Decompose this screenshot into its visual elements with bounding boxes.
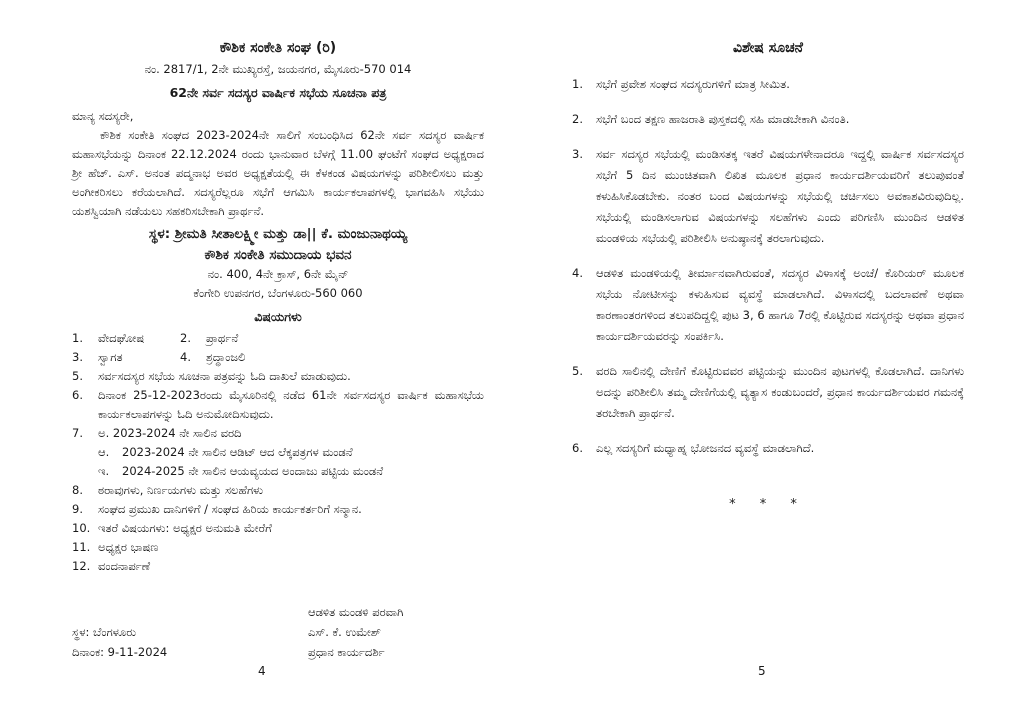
notice-point [572, 361, 964, 424]
agenda-title: ವಿಷಯಗಳು [254, 309, 302, 324]
notice-point [572, 109, 964, 130]
venue-address-2: ಕೆಂಗೇರಿ ಉಪನಗರ, ಬೆಂಗಳೂರು-560 060 [193, 286, 363, 300]
right-page [512, 0, 1024, 724]
agenda-item-number: 5. [72, 369, 83, 383]
notice-point-number: 1. [572, 77, 583, 91]
agenda-item [72, 557, 484, 576]
notice-point-text: ಸಭೆಗೆ ಬಂದ ತಕ್ಷಣ ಹಾಜರಾತಿ ಪುಸ್ತಕದಲ್ಲಿ ಸಹಿ ಮಾಡಬೇಕಾಗಿ ವಿನಂತಿ. [596, 112, 850, 126]
agenda-item-text: ಇತರೆ ವಿಷಯಗಳು: ಅಧ್ಯಕ್ಷರ ಅನುಮತಿ ಮೇರೆಗೆ [98, 521, 272, 535]
org-address: ನಂ. 2817/1, 2ನೇ ಮುಖ್ಯರಸ್ತೆ, ಜಯನಗರ, ಮೈಸೂರು-570 014 [144, 62, 412, 76]
agenda-item-number: 10. [72, 521, 91, 535]
venue-address-1: ನಂ. 400, 4ನೇ ಕ್ರಾಸ್, 6ನೇ ಮೈನ್ [207, 267, 349, 281]
agenda-item-number: 8. [72, 483, 83, 497]
page-number-right: 5 [758, 664, 766, 678]
agenda-item-text: ಸಂಘದ ಪ್ರಮುಖ ದಾನಿಗಳಿಗೆ / ಸಂಘದ ಹಿರಿಯ ಕಾರ್ಯಕರ್ತರಿಗೆ ಸನ್ಮಾನ. [98, 502, 362, 516]
agenda-item-text: ಠರಾವುಗಳು, ನಿರ್ಣಯಗಳು ಮತ್ತು ಸಲಹೆಗಳು [98, 483, 264, 497]
agenda-item [72, 481, 484, 500]
agenda-subitem [72, 443, 484, 462]
agenda-item-number: 3. [72, 350, 83, 364]
agenda-item-text: ಅ. 2023-2024 ನೇ ಸಾಲಿನ ವರದಿ [98, 426, 242, 440]
agenda-item [72, 348, 484, 367]
agenda-item-text: ಸರ್ವಸದಸ್ಯರ ಸಭೆಯ ಸೂಚನಾ ಪತ್ರವನ್ನು ಓದಿ ದಾಖಲೆ ಮಾಡುವುದು. [98, 369, 351, 383]
venue-line-2: ಕೌಶಿಕ ಸಂಕೇತಿ ಸಮುದಾಯ ಭವನ [204, 247, 352, 263]
venue-line-1: ಸ್ಥಳ: ಶ್ರೀಮತಿ ಸೀತಾಲಕ್ಷ್ಮೀ ಮತ್ತು ಡಾ|| ಕೆ. ಮಂಜುನಾಥಯ್ಯ [148, 226, 408, 242]
org-title: ಕೌಶಿಕ ಸಂಕೇತಿ ಸಂಘ (ರಿ) [219, 40, 337, 56]
agenda-item-number: 7. [72, 426, 83, 440]
notice-body: ಕೌಶಿಕ ಸಂಕೇತಿ ಸಂಘದ 2023-2024ನೇ ಸಾಲಿಗೆ ಸಂಬಂಧಿಸಿದ 62ನೇ ಸರ್ವ ಸದಸ್ಯರ ವಾರ್ಷಿಕ ಮಹಾಸಭೆಯನ್ನು ದಿನಾಂಕ 22.12.2024 ರಂದು ಭಾನುವಾರ ಬೆಳಗ್ಗೆ 11.00 ಘಂಟೆಗೆ ಸಂಘದ ಅಧ್ಯಕ್ಷರಾದ ಶ್ರೀ ಹೆಚ್. ಎಸ್. ಅನಂತ ಪದ್ಮನಾಭ ಅವರ ಅಧ್ಯಕ್ಷತೆಯಲ್ಲಿ ಈ ಕೆಳಕಂಡ ವಿಷಯಗಳನ್ನು ಪರಿಶೀಲಿಸಲು ಮತ್ತು ಅಂಗೀಕರಿಸಲು ಕರೆಯಲಾಗಿದೆ. ಸದಸ್ಯರೆಲ್ಲರೂ ಸಭೆಗೆ ಆಗಮಿಸಿ ಕಾರ್ಯಕಲಾಪಗಳಲ್ಲಿ ಭಾಗವಹಿಸಿ ಸಭೆಯು ಯಶಸ್ವಿಯಾಗಿ ನಡೆಯಲು ಸಹಕರಿಸಬೇಕಾಗಿ ಪ್ರಾರ್ಥನೆ. [72, 128, 484, 218]
agenda-subitem-text: 2024-2025 ನೇ ಸಾಲಿನ ಆಯವ್ಯಯದ ಅಂದಾಜು ಪಟ್ಟಿಯ ಮಂಡನೆ [122, 464, 384, 478]
signatory-designation: ಪ್ರಧಾನ ಕಾರ್ಯದರ್ಶಿ [308, 645, 385, 659]
agenda-item-number: 4. [180, 350, 191, 364]
agenda-item-text: ಸ್ವಾಗತ [98, 350, 123, 364]
agenda-item [72, 519, 484, 538]
notice-title: 62ನೇ ಸರ್ವ ಸದಸ್ಯರ ವಾರ್ಷಿಕ ಸಭೆಯ ಸೂಚನಾ ಪತ್ರ [169, 85, 387, 100]
agenda-subitem-marker: ಇ. [98, 464, 110, 478]
agenda-subitem-marker: ಆ. [98, 445, 110, 459]
notice-point [572, 438, 964, 459]
agenda-subitem-text: 2023-2024 ನೇ ಸಾಲಿನ ಆಡಿಟ್ ಆದ ಲೆಕ್ಕಪತ್ರಗಳ ಮಂಡನೆ [122, 445, 353, 459]
agenda-item [72, 424, 484, 443]
agenda-item [72, 538, 484, 557]
end-mark: * * * [729, 497, 807, 512]
agenda-item [72, 386, 484, 424]
notice-point-text: ಸಭೆಗೆ ಪ್ರವೇಶ ಸಂಘದ ಸದಸ್ಯರುಗಳಿಗೆ ಮಾತ್ರ ಸೀಮಿತ. [596, 77, 790, 91]
agenda-item-number: 1. [72, 331, 83, 345]
notice-point-text: ಸರ್ವ ಸದಸ್ಯರ ಸಭೆಯಲ್ಲಿ ಮಂಡಿಸತಕ್ಕ ಇತರೆ ವಿಷಯಗಳೇನಾದರೂ ಇದ್ದಲ್ಲಿ ವಾರ್ಷಿಕ ಸರ್ವಸದಸ್ಯರ ಸಭೆಗೆ 5 ದಿನ ಮುಂಚಿತವಾಗಿ ಲಿಖಿತ ಮೂಲಕ ಪ್ರಧಾನ ಕಾರ್ಯದರ್ಶಿಯವರಿಗೆ ತಲುಪುವಂತೆ ಕಳುಹಿಸಿಕೊಡಬೇಕು. ನಂತರ ಬಂದ ವಿಷಯಗಳನ್ನು ಸಭೆಯಲ್ಲಿ ಚರ್ಚಿಸಲು ಅವಕಾಶವಿರುವುದಿಲ್ಲ. ಸಭೆಯಲ್ಲಿ ಮಂಡಿಸಲಾಗುವ ವಿಷಯಗಳನ್ನು ಸಲಹೆಗಳು ಎಂದು ಪರಿಗಣಿಸಿ ಮುಂದಿನ ಆಡಳಿತ ಮಂಡಳಿಯ ಸಭೆಯಲ್ಲಿ ಪರಿಶೀಲಿಸಿ ಅನುಷ್ಠಾನಕ್ಕೆ ತರಲಾಗುವುದು. [596, 147, 964, 245]
on-behalf-line: ಆಡಳಿತ ಮಂಡಳಿ ಪರವಾಗಿ [308, 605, 404, 619]
agenda-subitem [72, 462, 484, 481]
agenda-list [72, 329, 484, 576]
notice-point-number: 3. [572, 147, 583, 161]
agenda-item [72, 367, 484, 386]
notice-point [572, 263, 964, 347]
agenda-item-number: 6. [72, 388, 83, 402]
notice-point-number: 5. [572, 364, 583, 378]
agenda-item-text: ಅಧ್ಯಕ್ಷರ ಭಾಷಣ [98, 540, 159, 554]
agenda-item-number: 2. [180, 331, 191, 345]
agenda-item-text: ವೇದಘೋಷ [98, 331, 145, 345]
agenda-item-number: 11. [72, 540, 91, 554]
special-notice-list [572, 74, 964, 459]
notice-point-number: 2. [572, 112, 583, 126]
agenda-item-text: ವಂದನಾರ್ಪಣೆ [98, 559, 151, 573]
agenda-item-text: ದಿನಾಂಕ 25-12-2023ರಂದು ಮೈಸೂರಿನಲ್ಲಿ ನಡೆದ 61ನೇ ಸರ್ವಸದಸ್ಯರ ವಾರ್ಷಿಕ ಮಹಾಸಭೆಯ ಕಾರ್ಯಕಲಾಪಗಳನ್ನು ಓದಿ ಅನುಮೋದಿಸುವುದು. [98, 388, 484, 421]
agenda-item-number: 12. [72, 559, 91, 573]
notice-point-text: ವರದಿ ಸಾಲಿನಲ್ಲಿ ದೇಣಿಗೆ ಕೊಟ್ಟಿರುವವರ ಪಟ್ಟಿಯನ್ನು ಮುಂದಿನ ಪುಟಗಳಲ್ಲಿ ಕೊಡಲಾಗಿದೆ. ದಾನಿಗಳು ಅದನ್ನು ಪರಿಶೀಲಿಸಿ ತಮ್ಮ ದೇಣಿಗೆಯಲ್ಲಿ ವ್ಯತ್ಯಾಸ ಕಂಡುಬಂದರೆ, ಪ್ರಧಾನ ಕಾರ್ಯದರ್ಶಿಯವರ ಗಮನಕ್ಕೆ ತರಬೇಕಾಗಿ ಪ್ರಾರ್ಥನೆ. [596, 364, 964, 420]
agenda-item [72, 329, 484, 348]
date-line: ದಿನಾಂಕ: 9-11-2024 [72, 645, 168, 659]
page-number-left: 4 [258, 664, 266, 678]
agenda-item-text: ಶ್ರದ್ಧಾಂಜಲಿ [206, 350, 246, 364]
agenda-item [72, 500, 484, 519]
notice-point-text: ಎಲ್ಲ ಸದಸ್ಯರಿಗೆ ಮಧ್ಯಾಹ್ನ ಭೋಜನದ ವ್ಯವಸ್ಥೆ ಮಾಡಲಾಗಿದೆ. [596, 441, 815, 455]
agenda-item-number: 9. [72, 502, 83, 516]
notice-point-number: 6. [572, 441, 583, 455]
salutation: ಮಾನ್ಯ ಸದಸ್ಯರೇ, [72, 109, 134, 123]
notice-point [572, 74, 964, 95]
signatory-name: ಎಸ್. ಕೆ. ಉಮೇಶ್ [308, 625, 381, 639]
notice-point-number: 4. [572, 266, 583, 280]
notice-point [572, 144, 964, 249]
notice-point-text: ಆಡಳಿತ ಮಂಡಳಿಯಲ್ಲಿ ತೀರ್ಮಾನವಾಗಿರುವಂತೆ, ಸದಸ್ಯರ ವಿಳಾಸಕ್ಕೆ ಅಂಚೆ/ ಕೊರಿಯರ್ ಮೂಲಕ ಸಭೆಯ ನೋಟೀಸನ್ನು ಕಳುಹಿಸುವ ವ್ಯವಸ್ಥೆ ಮಾಡಲಾಗಿದೆ. ವಿಳಾಸದಲ್ಲಿ ಬದಲಾವಣೆ ಅಥವಾ ಕಾರಣಾಂತರಗಳಿಂದ ತಲುಪದಿದ್ದಲ್ಲಿ ಪುಟ 3, 6 ಹಾಗೂ 7ರಲ್ಲಿ ಕೊಟ್ಟಿರುವ ಸದಸ್ಯರನ್ನು ಅಥವಾ ಪ್ರಧಾನ ಕಾರ್ಯದರ್ಶಿಯವರನ್ನು ಸಂಪರ್ಕಿಸಿ. [596, 266, 964, 343]
agenda-item-text: ಪ್ರಾರ್ಥನೆ [206, 331, 239, 345]
place-line: ಸ್ಥಳ: ಬೆಂಗಳೂರು [72, 625, 136, 639]
special-notice-title: ವಿಶೇಷ ಸೂಚನೆ [733, 40, 803, 56]
